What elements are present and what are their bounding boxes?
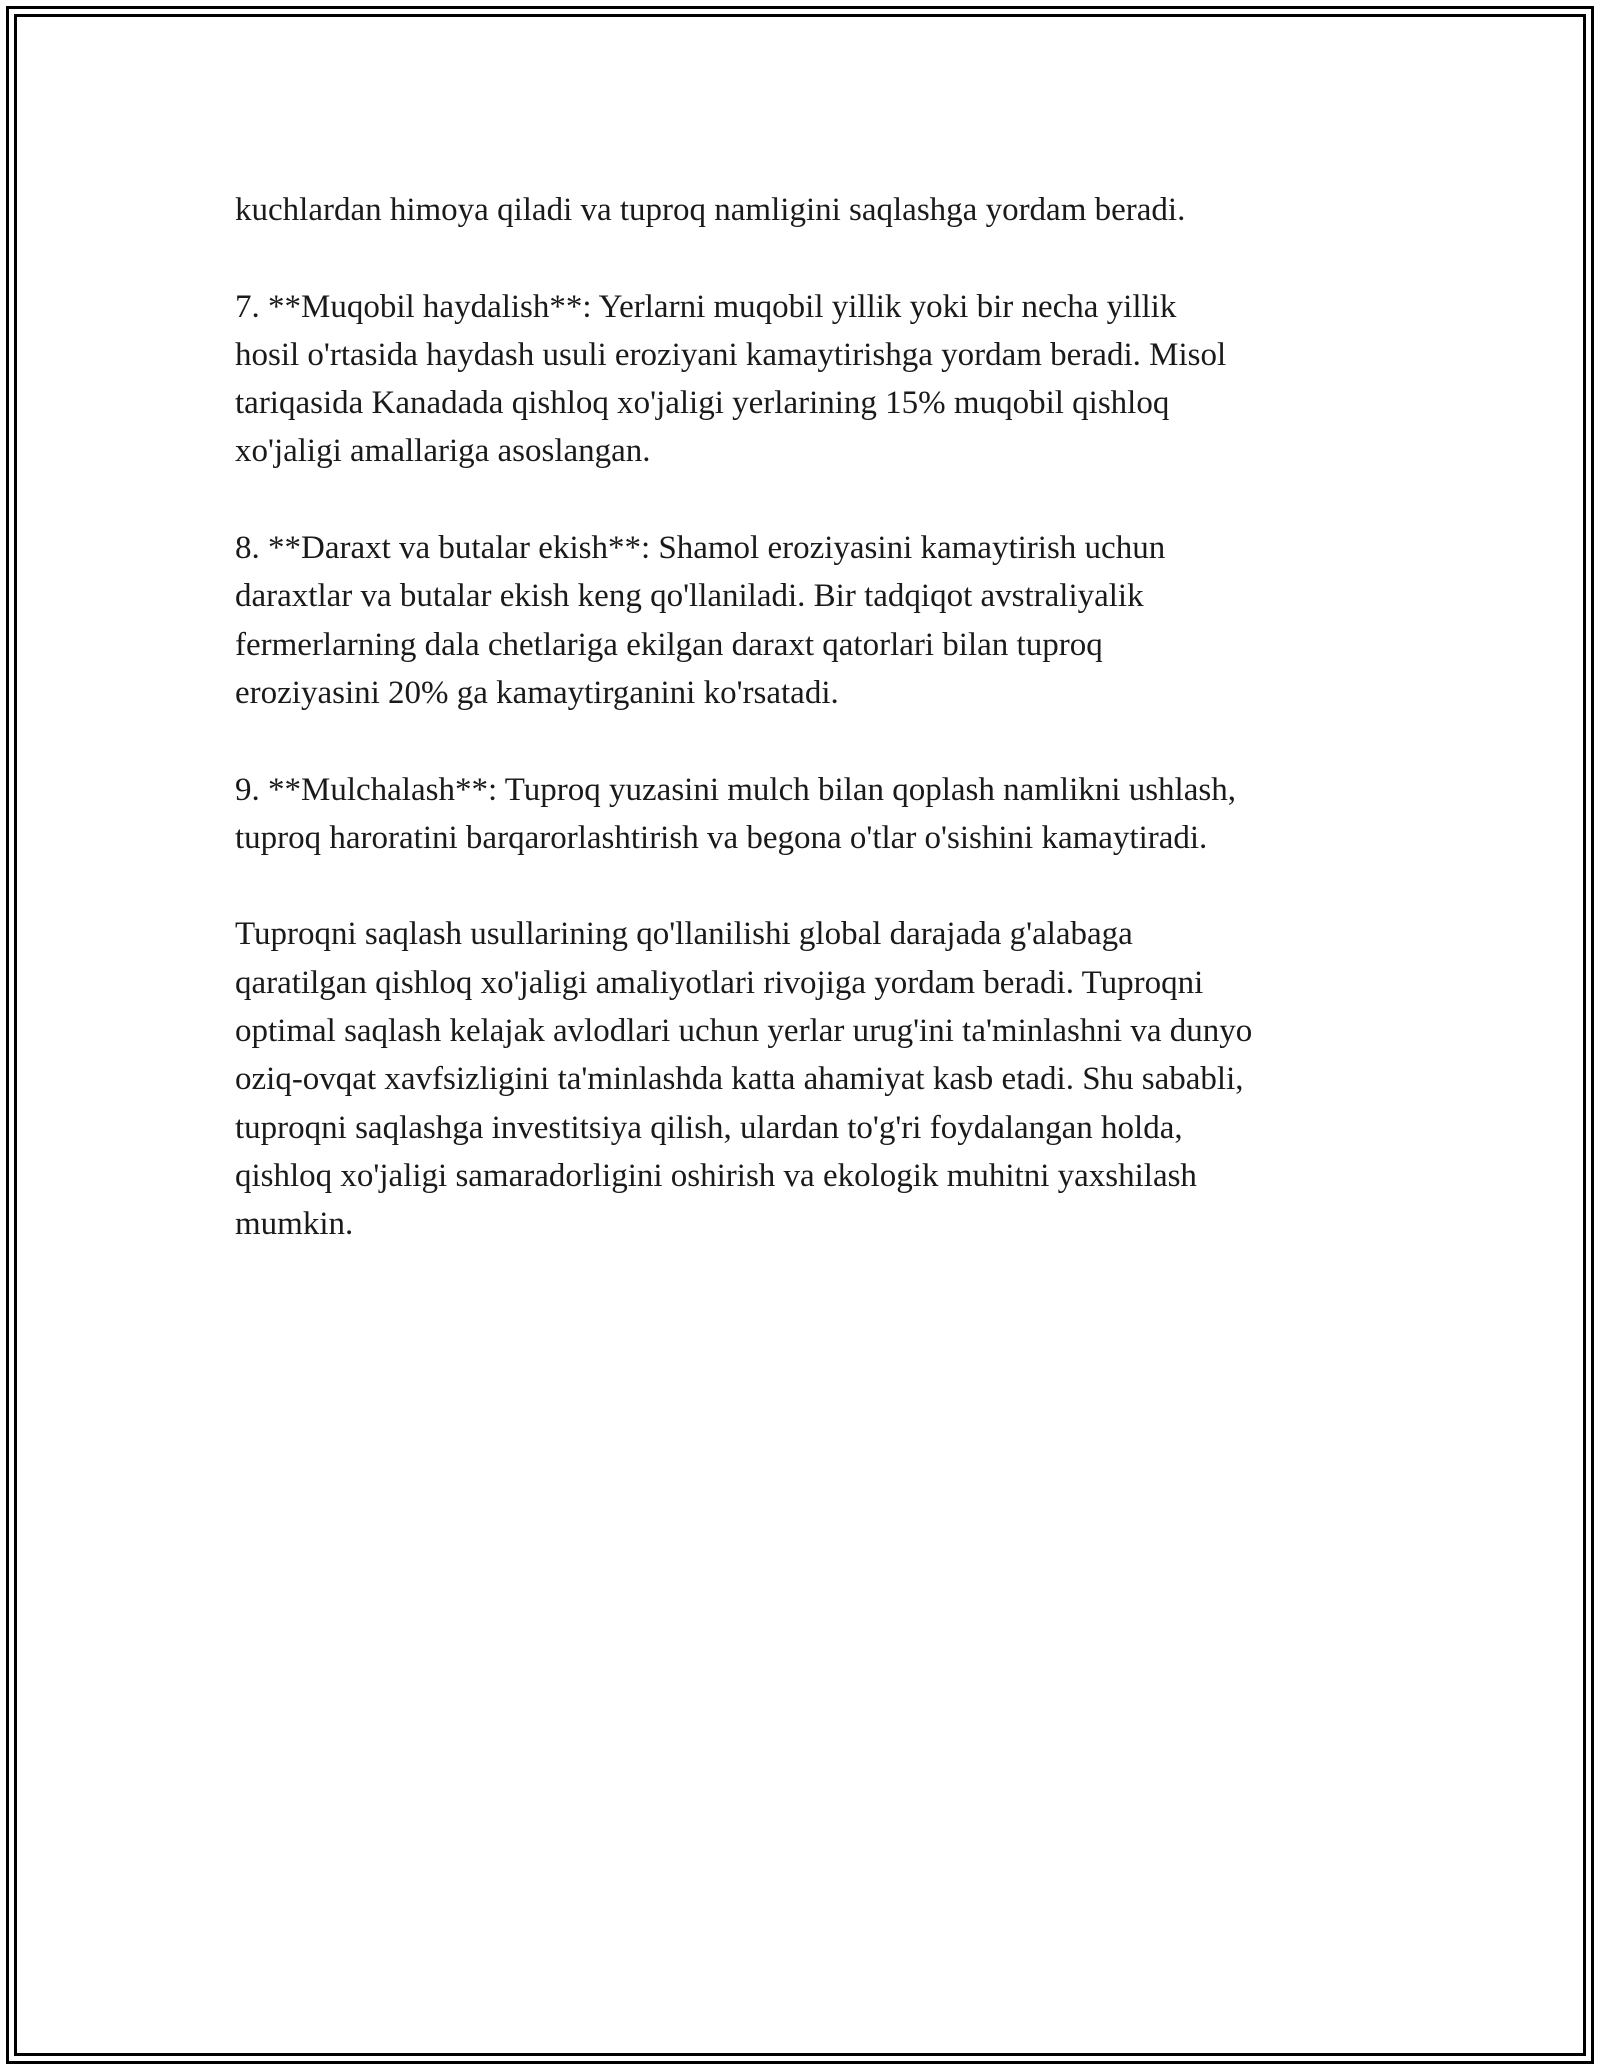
text-line: optimal saqlash kelajak avlodlari uchun yerlar urug'ini ta'minlashni va dunyo xyxy=(235,1013,1253,1050)
text-line: tuproq haroratini barqarorlashtirish va begona o'tlar o'sishini kamaytiradi. xyxy=(235,819,1208,856)
text-line: qaratilgan qishloq xo'jaligi amaliyotlari rivojiga yordam beradi. Tuproqni xyxy=(235,964,1204,1001)
text-line: kuchlardan himoya qiladi va tuproq namligini saqlashga yordam beradi. xyxy=(235,192,1186,228)
text-line: 8. **Daraxt va butalar ekish**: Shamol eroziyasini kamaytirish uchun xyxy=(235,530,1166,567)
text-line: tariqasida Kanadada qishloq xo'jaligi yerlarining 15% muqobil qishloq xyxy=(235,385,1170,422)
text-line: oziq-ovqat xavfsizligini ta'minlashda katta ahamiyat kasb etadi. Shu sababli, xyxy=(235,1061,1244,1098)
text-line: qishloq xo'jaligi samaradorligini oshirish va ekologik muhitni yaxshilash xyxy=(235,1157,1197,1194)
paragraph-conclusion xyxy=(235,910,1385,1248)
paragraph-continuation xyxy=(235,186,1385,234)
text-line: 7. **Muqobil haydalish**: Yerlarni muqobil yillik yoki bir necha yillik xyxy=(235,288,1177,325)
paragraph-item-7 xyxy=(235,283,1385,476)
text-line: xo'jaligi amallariga asoslangan. xyxy=(235,433,651,470)
paragraph-item-8 xyxy=(235,524,1385,717)
text-line: eroziyasini 20% ga kamaytirganini ko'rsatadi. xyxy=(235,674,839,711)
text-line: mumkin. xyxy=(235,1206,354,1243)
text-line: 9. **Mulchalash**: Tuproq yuzasini mulch bilan qoplash namlikni ushlash, xyxy=(235,771,1236,808)
text-line: fermerlarning dala chetlariga ekilgan daraxt qatorlari bilan tuproq xyxy=(235,626,1103,663)
text-line: daraxtlar va butalar ekish keng qo'llaniladi. Bir tadqiqot avstraliyalik xyxy=(235,578,1144,615)
text-line: tuproqni saqlashga investitsiya qilish, ulardan to'g'ri foydalangan holda, xyxy=(235,1109,1183,1146)
text-line: hosil o'rtasida haydash usuli eroziyani kamaytirishga yordam beradi. Misol xyxy=(235,336,1227,373)
document-body xyxy=(235,186,1385,1297)
text-line: Tuproqni saqlash usullarining qo'llanilishi global darajada g'alabaga xyxy=(235,916,1133,953)
paragraph-item-9 xyxy=(235,766,1385,863)
